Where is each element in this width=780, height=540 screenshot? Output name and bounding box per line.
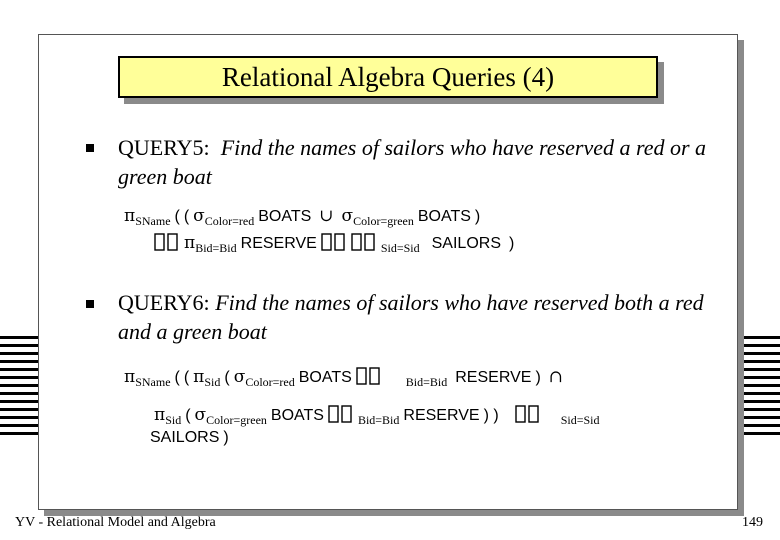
join-condition: Sid=Sid [560, 413, 600, 427]
bowtie-join-icon [321, 232, 347, 252]
selection-subscript: Color=red [204, 214, 255, 228]
bowtie-join-icon [328, 404, 354, 424]
slide-title: Relational Algebra Queries (4) [221, 61, 555, 92]
query6-expression-line2 [154, 404, 599, 430]
paren: ) [474, 208, 481, 225]
paren: ( [174, 208, 180, 225]
relation-reserve: RESERVE [403, 407, 480, 424]
decorative-stripes-right [738, 336, 780, 436]
page-number: 149 [742, 515, 763, 530]
selection-subscript: Color=green [353, 214, 414, 228]
paren: ) [535, 369, 541, 386]
bowtie-join-icon [351, 232, 377, 252]
query6-expression-line3 [150, 428, 229, 448]
query6-expression-line1 [124, 366, 563, 392]
query6-label: QUERY6: [118, 290, 210, 315]
union-symbol: ∪ [319, 206, 334, 226]
projection-subscript: Sid [204, 375, 221, 389]
projection-symbol: π [124, 206, 136, 226]
query6-description: Find the names of sailors who have reserved both a red and a green boat [118, 290, 704, 344]
bowtie-join-icon [356, 366, 382, 386]
projection-symbol: π [154, 405, 166, 425]
query6-text [118, 288, 718, 346]
selection-subscript: Color=red [245, 375, 295, 389]
relation-reserve: RESERVE [240, 235, 317, 252]
paren: ( [224, 369, 230, 386]
join-condition: Sid=Sid [380, 241, 420, 255]
footer-course-title: YV - Relational Model and Algebra [15, 515, 216, 530]
query5-expression-line2 [154, 232, 514, 258]
paren: ( [183, 369, 190, 386]
paren: ) [223, 429, 229, 446]
projection-symbol: π [184, 233, 196, 253]
paren: ) [508, 235, 515, 252]
paren: ( [174, 369, 180, 386]
query5-label: QUERY5: [118, 135, 210, 160]
selection-symbol: σ [194, 405, 207, 425]
relation-boats: BOATS [258, 208, 312, 225]
decorative-stripes-left [0, 336, 42, 436]
projection-subscript: SName [135, 214, 171, 228]
paren: ( [185, 407, 191, 424]
relation-sailors: SAILORS [150, 429, 220, 446]
relation-boats: BOATS [298, 369, 352, 386]
projection-symbol: π [124, 367, 136, 387]
paren: ( [183, 208, 190, 225]
selection-symbol: σ [341, 206, 354, 226]
projection-subscript: SName [135, 375, 171, 389]
bullet-query5-icon [86, 144, 94, 152]
selection-symbol: σ [193, 206, 205, 226]
relation-boats: BOATS [417, 208, 471, 225]
selection-symbol: σ [233, 367, 246, 387]
paren: ) ) [483, 407, 499, 424]
query5-description: Find the names of sailors who have reserved a red or a green boat [118, 135, 707, 189]
relation-boats: BOATS [270, 407, 324, 424]
title-box [118, 56, 658, 98]
selection-subscript: Color=green [206, 413, 267, 427]
projection-subscript: Sid [165, 413, 182, 427]
query5-expression-line1 [124, 206, 480, 231]
projection-symbol: π [193, 367, 205, 387]
bowtie-join-icon [515, 404, 541, 424]
bullet-query6-icon [86, 300, 94, 308]
join-condition: Bid=Bid [357, 413, 400, 427]
slide-frame [38, 34, 738, 510]
relation-sailors: SAILORS [431, 235, 501, 252]
bowtie-join-icon [154, 232, 180, 252]
intersection-symbol: ∩ [548, 367, 564, 387]
relation-reserve: RESERVE [455, 369, 532, 386]
projection-subscript: Bid=Bid [195, 241, 237, 255]
query5-text [118, 133, 718, 191]
join-condition: Bid=Bid [405, 375, 448, 389]
